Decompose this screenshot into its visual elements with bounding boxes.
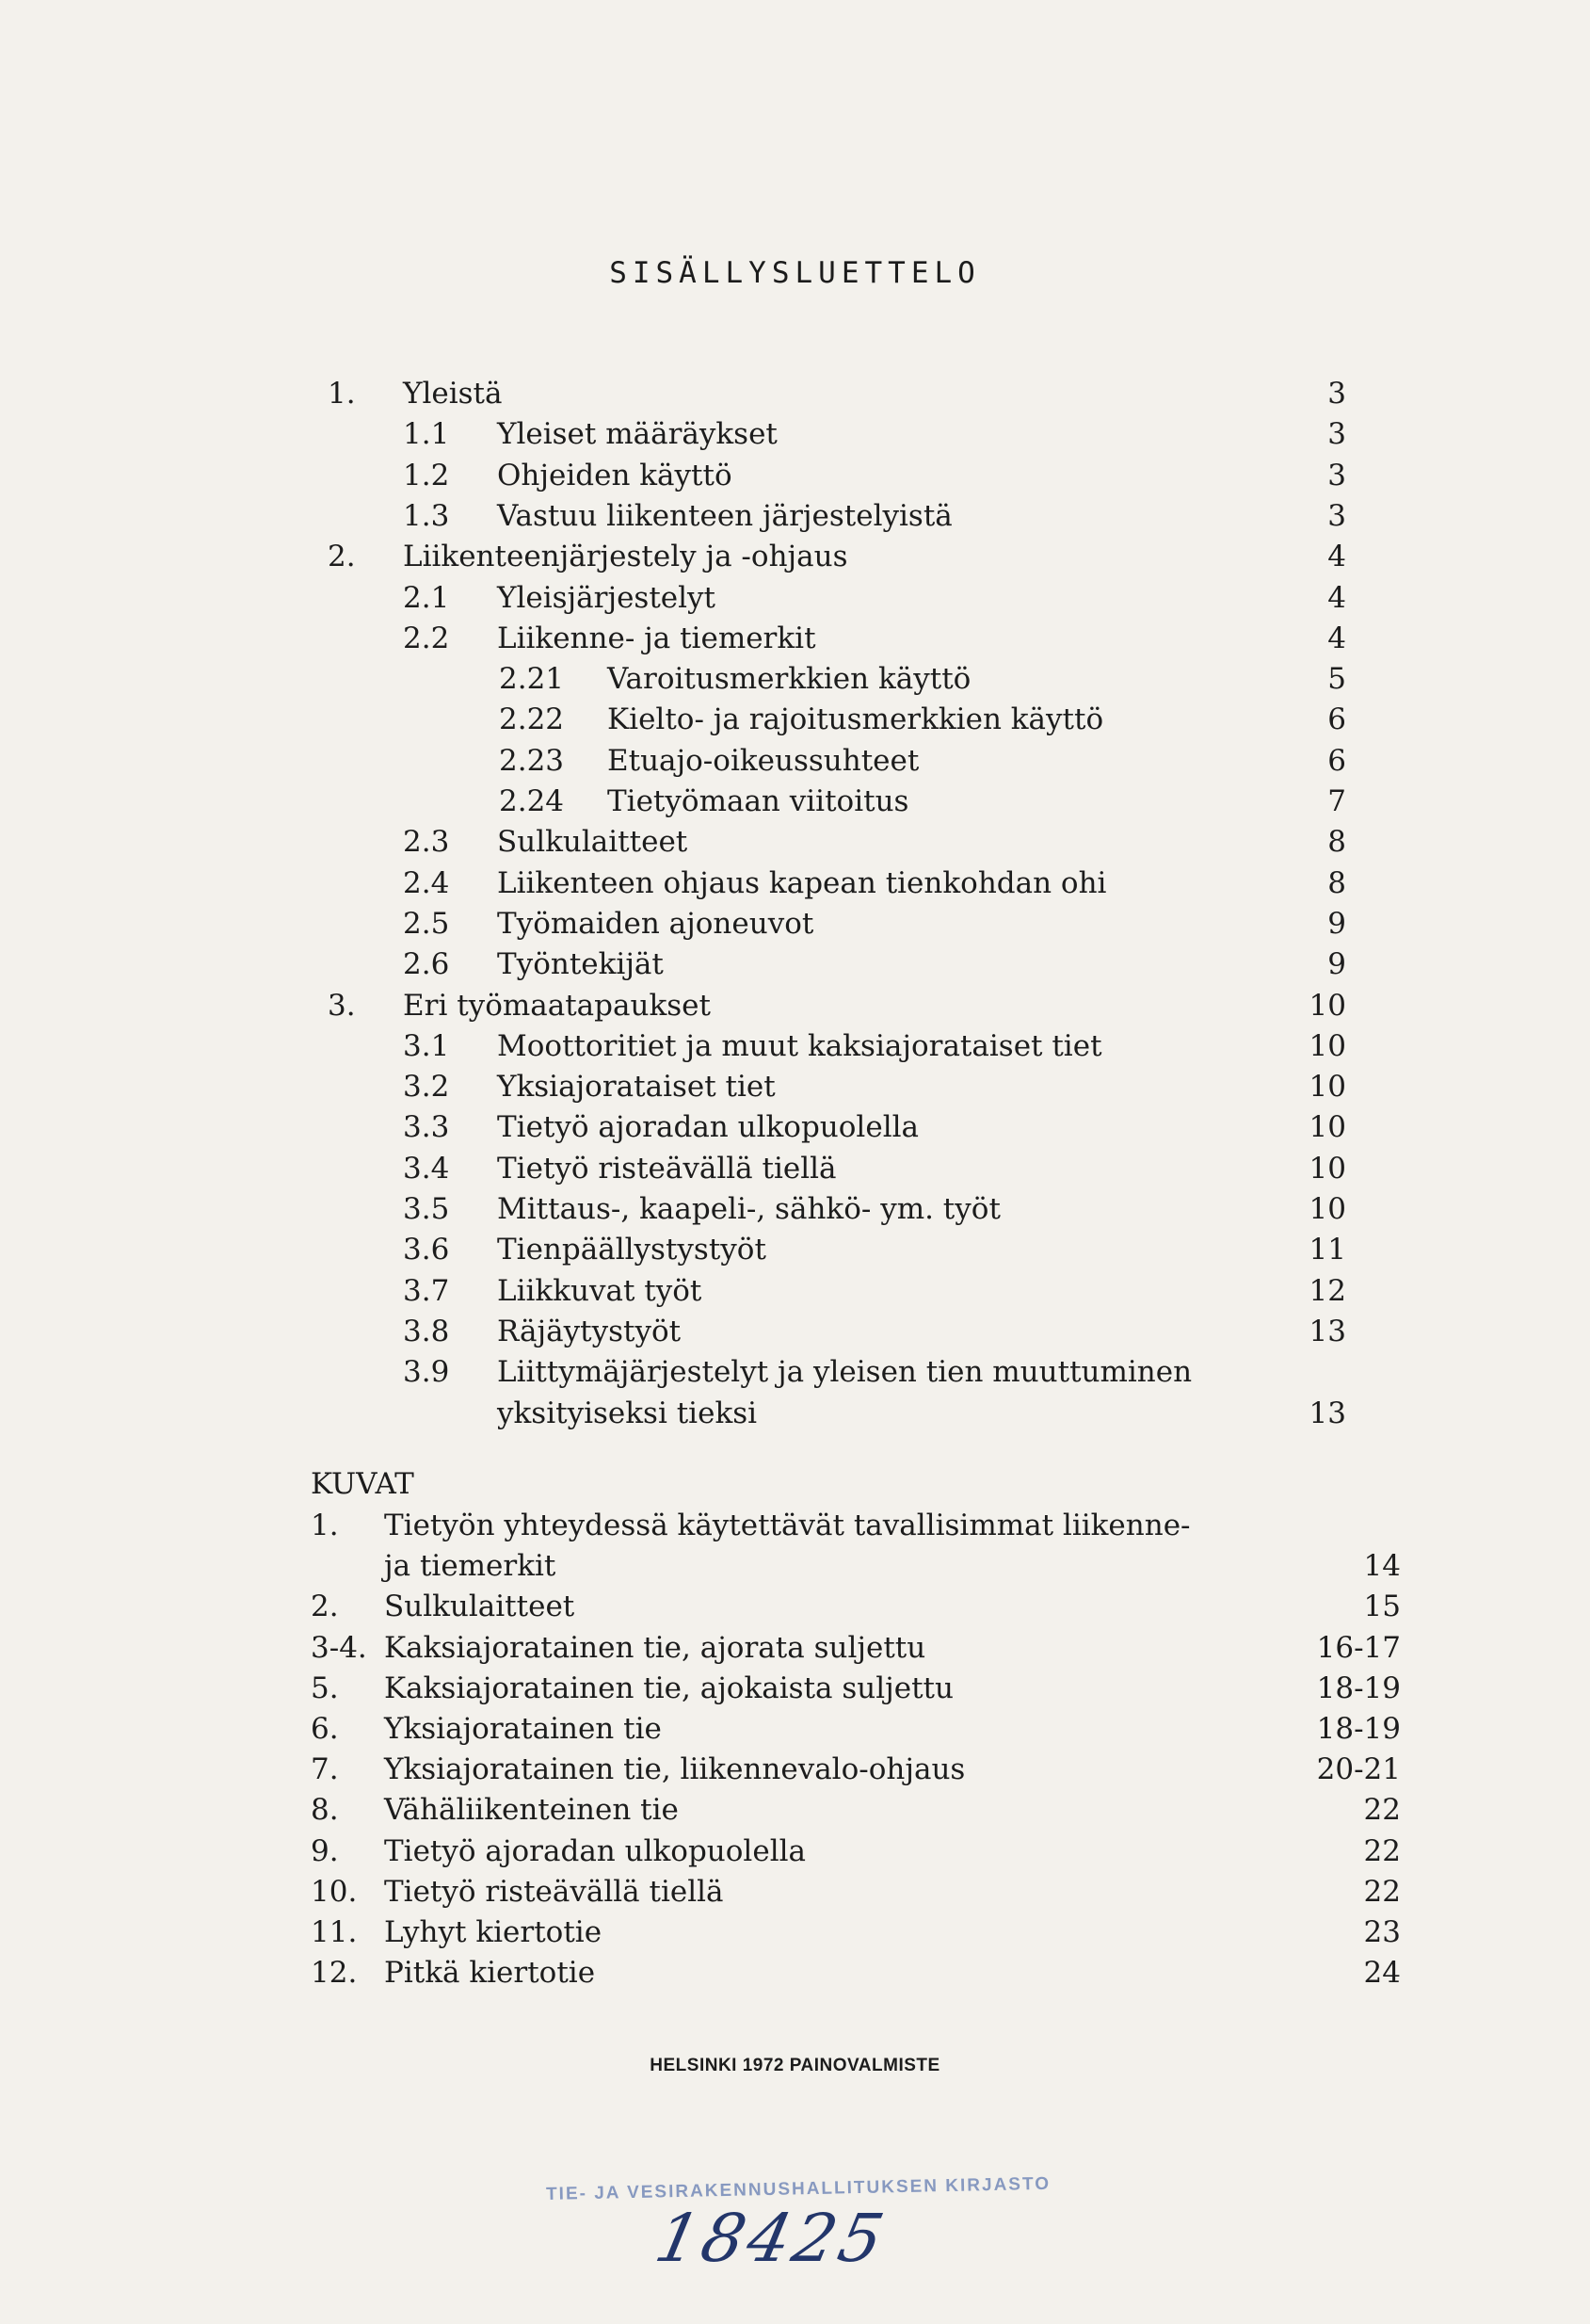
toc-label: Yksiajorataiset tiet [497, 1070, 776, 1105]
toc-number: 2.22 [499, 702, 565, 737]
toc-row [0, 1313, 1590, 1350]
figure-number: 5. [311, 1670, 339, 1705]
figure-row [0, 1954, 1590, 1992]
toc-number: 2.1 [403, 580, 450, 615]
toc-label: Ohjeiden käyttö [497, 458, 732, 492]
figure-number: 9. [311, 1833, 339, 1868]
toc-page-number: 4 [1327, 580, 1346, 615]
handwritten-accession-number: 18425 [649, 2200, 894, 2277]
toc-number: 1. [328, 377, 356, 411]
toc-label: Tienpäällystystyöt [497, 1233, 766, 1267]
figure-page-number: 23 [1363, 1915, 1401, 1949]
toc-number: 2.3 [403, 825, 450, 860]
toc-label: Liikenteenjärjestely ja -ohjaus [403, 540, 848, 574]
toc-label: Työmaiden ajoneuvot [497, 906, 814, 941]
figure-number: 6. [311, 1712, 339, 1746]
toc-page-number: 3 [1327, 417, 1346, 452]
figure-label: Yksiajoratainen tie [384, 1712, 662, 1746]
toc-label: Varoitusmerkkien käyttö [607, 662, 972, 697]
toc-number: 2.21 [499, 662, 565, 697]
imprint-line: HELSINKI 1972 PAINOVALMISTE [650, 2056, 940, 2075]
toc-page-number: 4 [1327, 540, 1346, 574]
toc-number: 2.2 [403, 621, 450, 655]
toc-label: Räjäytystyöt [497, 1314, 682, 1348]
toc-page-number: 3 [1327, 498, 1346, 533]
library-stamp: TIE- JA VESIRAKENNUSHALLITUKSEN KIRJASTO [545, 2173, 1052, 2204]
figure-page-number: 18-19 [1316, 1712, 1401, 1746]
toc-row [0, 579, 1590, 617]
figures-heading: KUVAT [311, 1467, 414, 1501]
toc-label: Työntekijät [497, 947, 664, 982]
toc-number: 3.9 [403, 1355, 450, 1390]
toc-number: 1.1 [403, 417, 450, 452]
toc-page-number: 11 [1309, 1233, 1346, 1267]
figure-row [0, 1873, 1590, 1911]
toc-number: 3.4 [403, 1151, 450, 1186]
toc-row [0, 1068, 1590, 1106]
figure-page-number: 24 [1363, 1956, 1401, 1991]
figure-number: 8. [311, 1793, 339, 1828]
toc-label: Mittaus-, kaapeli-, sähkö- ym. työt [497, 1192, 1001, 1226]
figure-number: 10. [311, 1874, 358, 1909]
toc-label: Liittymäjärjestelyt ja yleisen tien muuttuminen [497, 1355, 1193, 1390]
toc-page-number: 9 [1327, 906, 1346, 941]
toc-number: 3.6 [403, 1233, 450, 1267]
toc-number: 3.3 [403, 1110, 450, 1145]
toc-page-number: 10 [1309, 1070, 1346, 1105]
figure-row [0, 1791, 1590, 1829]
figure-number: 11. [311, 1915, 358, 1949]
figure-number: 12. [311, 1956, 358, 1991]
toc-label: Yleiset määräykset [497, 417, 778, 452]
toc-label: yksityiseksi tieksi [497, 1396, 758, 1430]
toc-page-number: 12 [1309, 1273, 1346, 1308]
figure-page-number: 22 [1363, 1874, 1401, 1909]
figure-page-number: 18-19 [1316, 1670, 1401, 1705]
toc-number: 3.8 [403, 1314, 450, 1348]
figure-page-number: 16-17 [1316, 1630, 1401, 1665]
figure-row [0, 1629, 1590, 1667]
figure-label: Vähäliikenteinen tie [384, 1793, 679, 1828]
toc-number: 2.24 [499, 784, 565, 818]
toc-label: Tietyö ajoradan ulkopuolella [497, 1110, 920, 1145]
toc-page-number: 13 [1309, 1396, 1346, 1430]
toc-number: 2.6 [403, 947, 450, 982]
toc-row [0, 1108, 1590, 1146]
toc-page-number: 3 [1327, 377, 1346, 411]
figure-label: Kaksiajoratainen tie, ajokaista suljettu [384, 1670, 954, 1705]
toc-page-number: 7 [1327, 784, 1346, 818]
figure-label: Kaksiajoratainen tie, ajorata suljettu [384, 1630, 926, 1665]
toc-row [0, 415, 1590, 453]
toc-row [0, 823, 1590, 861]
toc-row [0, 1190, 1590, 1228]
figure-label: Tietyö risteävällä tiellä [384, 1874, 724, 1909]
toc-row [0, 1150, 1590, 1187]
toc-page-number: 13 [1309, 1314, 1346, 1348]
toc-page-number: 10 [1309, 1110, 1346, 1145]
toc-label: Tietyömaan viitoitus [607, 784, 909, 818]
toc-page-number: 6 [1327, 743, 1346, 778]
toc-title: SISÄLLYSLUETTELO [609, 256, 981, 290]
figure-number: 2. [311, 1590, 339, 1624]
figure-row [0, 1547, 1590, 1585]
toc-row [0, 742, 1590, 780]
toc-label: Etuajo-oikeussuhteet [607, 743, 920, 778]
figure-page-number: 22 [1363, 1793, 1401, 1828]
toc-row [0, 497, 1590, 535]
toc-row [0, 457, 1590, 494]
toc-row [0, 1395, 1590, 1432]
toc-row [0, 1353, 1590, 1391]
toc-page-number: 10 [1309, 1028, 1346, 1063]
toc-page-number: 6 [1327, 702, 1346, 737]
figure-page-number: 22 [1363, 1833, 1401, 1868]
toc-label: Liikenne- ja tiemerkit [497, 621, 816, 655]
toc-page-number: 10 [1309, 988, 1346, 1023]
figure-number: 1. [311, 1509, 339, 1542]
toc-row [0, 905, 1590, 943]
toc-number: 3.2 [403, 1070, 450, 1105]
toc-page-number: 9 [1327, 947, 1346, 982]
toc-row [0, 864, 1590, 902]
toc-label: Moottoritiet ja muut kaksiajorataiset tiet [497, 1028, 1102, 1063]
figure-row [0, 1710, 1590, 1748]
toc-number: 2.5 [403, 906, 450, 941]
figure-label: Lyhyt kiertotie [384, 1915, 602, 1949]
figure-label: Tietyö ajoradan ulkopuolella [384, 1833, 807, 1868]
toc-row [0, 375, 1590, 412]
toc-row [0, 1272, 1590, 1310]
figure-row [0, 1751, 1590, 1788]
toc-label: Kielto- ja rajoitusmerkkien käyttö [607, 702, 1104, 737]
figure-row [0, 1913, 1590, 1951]
toc-page-number: 10 [1309, 1192, 1346, 1226]
toc-row [0, 945, 1590, 983]
toc-number: 1.2 [403, 458, 450, 492]
toc-row [0, 620, 1590, 657]
figure-page-number: 15 [1363, 1590, 1401, 1624]
toc-label: Vastuu liikenteen järjestelyistä [497, 498, 953, 533]
toc-label: Liikkuvat työt [497, 1273, 702, 1308]
toc-number: 2.23 [499, 743, 565, 778]
toc-number: 3.1 [403, 1028, 450, 1063]
toc-label: Sulkulaitteet [497, 825, 688, 860]
toc-row [0, 538, 1590, 575]
toc-row [0, 783, 1590, 820]
figure-label: Yksiajoratainen tie, liikennevalo-ohjaus [384, 1752, 966, 1787]
toc-number: 1.3 [403, 498, 450, 533]
toc-row [0, 701, 1590, 738]
toc-row [0, 660, 1590, 698]
toc-number: 2. [328, 540, 356, 574]
figure-label: Sulkulaitteet [384, 1590, 575, 1624]
figure-row [0, 1670, 1590, 1707]
toc-page-number: 10 [1309, 1151, 1346, 1186]
figure-label: Tietyön yhteydessä käytettävät tavallisimmat liikenne- [384, 1509, 1191, 1542]
figure-label: Pitkä kiertotie [384, 1956, 596, 1991]
figure-page-number: 20-21 [1316, 1752, 1401, 1787]
toc-number: 3.7 [403, 1273, 450, 1308]
figure-row [0, 1832, 1590, 1870]
toc-page-number: 3 [1327, 458, 1346, 492]
toc-number: 3.5 [403, 1192, 450, 1226]
toc-label: Tietyö risteävällä tiellä [497, 1151, 837, 1186]
figure-number: 3-4. [311, 1630, 367, 1665]
toc-row [0, 987, 1590, 1025]
toc-number: 2.4 [403, 865, 450, 900]
figure-number: 7. [311, 1752, 339, 1787]
toc-page-number: 8 [1327, 825, 1346, 860]
figure-page-number: 14 [1363, 1549, 1401, 1584]
toc-row [0, 1027, 1590, 1065]
toc-number: 3. [328, 988, 356, 1023]
toc-label: Yleistä [403, 377, 503, 411]
figure-row [0, 1588, 1590, 1625]
toc-label: Yleisjärjestelyt [497, 580, 716, 615]
toc-row [0, 1231, 1590, 1268]
toc-label: Liikenteen ohjaus kapean tienkohdan ohi [497, 865, 1107, 900]
figure-label: ja tiemerkit [384, 1549, 556, 1584]
toc-page-number: 4 [1327, 621, 1346, 655]
toc-page-number: 8 [1327, 865, 1346, 900]
figure-row [0, 1507, 1590, 1544]
toc-label: Eri työmaatapaukset [403, 988, 711, 1023]
toc-page-number: 5 [1327, 662, 1346, 697]
